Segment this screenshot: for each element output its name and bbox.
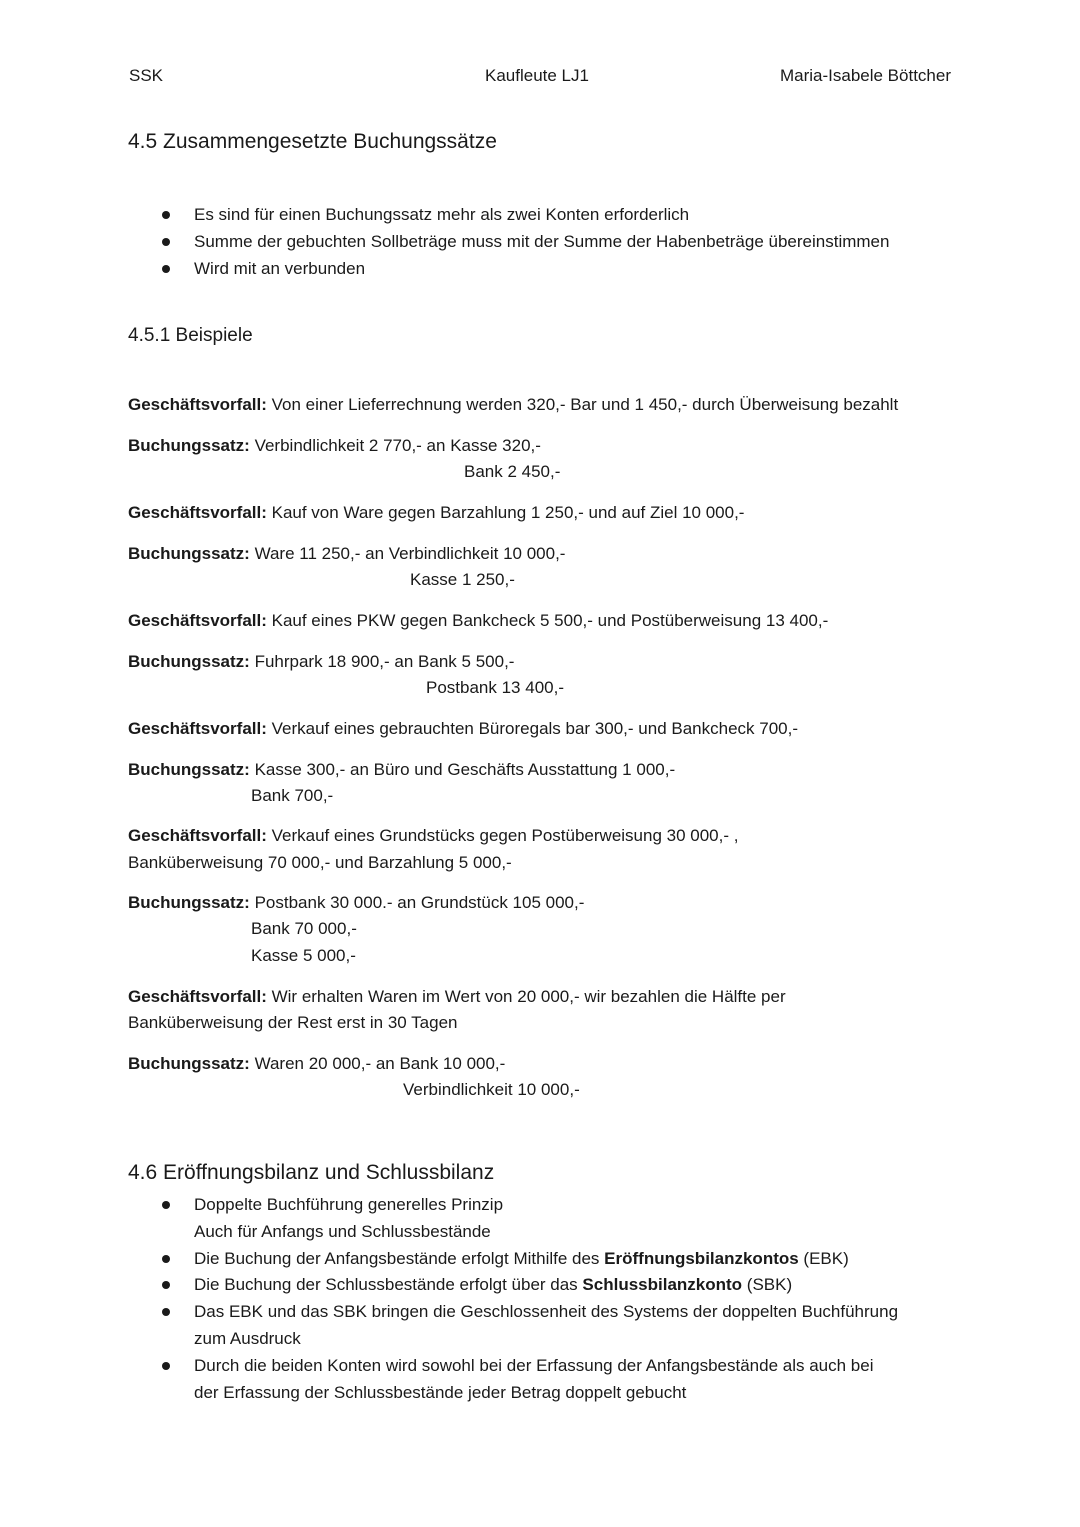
example-5-vorfall <box>128 825 738 847</box>
example-5-buchungssatz <box>128 892 584 914</box>
example-1-buchungssatz <box>128 435 541 457</box>
example-3-buchungssatz-line: Postbank 13 400,- <box>426 678 564 697</box>
vorfall-label: Geschäftsvorfall: <box>128 395 267 414</box>
page-header <box>129 66 951 88</box>
vorfall-text: Wir erhalten Waren im Wert von 20 000,- wir bezahlen die Hälfte per <box>266 987 786 1006</box>
bullet-bold-term: Eröffnungsbilanzkontos <box>604 1248 799 1268</box>
list-item <box>128 1299 958 1353</box>
bullet-text: zum Ausdruck <box>194 1328 301 1348</box>
example-6-vorfall <box>128 986 786 1008</box>
vorfall-text: Von einer Lieferrechnung werden 320,- Bar und 1 450,- durch Überweisung bezahlt <box>266 395 899 414</box>
example-1-buchungssatz-line: Bank 2 450,- <box>464 462 561 481</box>
bullet-text: Doppelte Buchführung generelles Prinzip <box>194 1195 504 1214</box>
vorfall-label: Geschäftsvorfall: <box>128 719 267 738</box>
list-item <box>128 1192 958 1246</box>
bullet-text: Summe der gebuchten Sollbeträge muss mit der Summe der Habenbeträge übereinstimmen <box>194 231 890 251</box>
buchungssatz-label: Buchungssatz: <box>128 893 250 912</box>
example-3-vorfall <box>128 610 828 632</box>
vorfall-text: Kauf von Ware gegen Barzahlung 1 250,- und auf Ziel 10 000,- <box>266 503 745 522</box>
buchungssatz-label: Buchungssatz: <box>128 544 250 563</box>
list-item <box>128 256 958 283</box>
bullet-text: Die Buchung der Anfangsbestände erfolgt Mithilfe des <box>194 1248 605 1268</box>
vorfall-label: Geschäftsvorfall: <box>128 503 267 522</box>
example-4-vorfall <box>128 718 798 740</box>
vorfall-text: Verkauf eines Grundstücks gegen Postüberweisung 30 000,- , <box>266 826 739 845</box>
example-6-vorfall-line: Banküberweisung der Rest erst in 30 Tagen <box>128 1013 458 1032</box>
bullet-text: Die Buchung der Schlussbestände erfolgt über das <box>194 1275 583 1295</box>
bullet-icon <box>162 265 170 273</box>
bullet-text: Es sind für einen Buchungssatz mehr als zwei Konten erforderlich <box>194 205 690 224</box>
bullet-icon <box>162 1201 170 1209</box>
buchungssatz-text: Verbindlichkeit 2 770,- an Kasse 320,- <box>249 436 541 455</box>
list-item <box>128 1353 958 1407</box>
example-5-buchungssatz-line: Bank 70 000,- <box>251 919 357 938</box>
header-right: Maria-Isabele Böttcher <box>779 66 951 85</box>
bullet-text: Wird mit an verbunden <box>194 258 366 278</box>
example-2-buchungssatz-line: Kasse 1 250,- <box>410 570 515 589</box>
vorfall-label: Geschäftsvorfall: <box>128 987 267 1006</box>
buchungssatz-label: Buchungssatz: <box>128 760 250 779</box>
bullet-text: (SBK) <box>742 1275 793 1295</box>
bullet-text: Das EBK und das SBK bringen die Geschlossenheit des Systems der doppelten Buchführung <box>194 1302 899 1322</box>
buchungssatz-label: Buchungssatz: <box>128 652 250 671</box>
example-3-buchungssatz <box>128 651 514 673</box>
bullet-icon <box>162 211 170 219</box>
buchungssatz-label: Buchungssatz: <box>128 436 250 455</box>
vorfall-text: Verkauf eines gebrauchten Büroregals bar 300,- und Bankcheck 700,- <box>266 719 799 738</box>
header-left: SSK <box>129 66 164 85</box>
buchungssatz-label: Buchungssatz: <box>128 1054 250 1073</box>
buchungssatz-text: Waren 20 000,- an Bank 10 000,- <box>249 1054 506 1073</box>
bullet-icon <box>162 1362 170 1370</box>
section-45-heading: 4.5 Zusammengesetzte Buchungssätze <box>128 130 497 153</box>
example-5-vorfall-line: Banküberweisung 70 000,- und Barzahlung 5 000,- <box>128 853 512 872</box>
bullet-text: der Erfassung der Schlussbestände jeder Betrag doppelt gebucht <box>194 1382 687 1402</box>
bullet-text: Durch die beiden Konten wird sowohl bei der Erfassung der Anfangsbestände als auch bei <box>194 1355 874 1375</box>
bullet-text: Auch für Anfangs und Schlussbestände <box>194 1221 491 1241</box>
example-2-vorfall <box>128 502 744 524</box>
example-4-buchungssatz-line: Bank 700,- <box>251 786 334 805</box>
buchungssatz-text: Kasse 300,- an Büro und Geschäfts Ausstattung 1 000,- <box>249 760 676 779</box>
section-46-heading: 4.6 Eröffnungsbilanz und Schlussbilanz <box>128 1161 495 1184</box>
buchungssatz-text: Postbank 30 000.- an Grundstück 105 000,- <box>249 893 585 912</box>
example-2-buchungssatz <box>128 543 565 565</box>
buchungssatz-text: Fuhrpark 18 900,- an Bank 5 500,- <box>249 652 515 671</box>
example-4-buchungssatz <box>128 759 675 781</box>
bullet-icon <box>162 1308 170 1316</box>
bullet-bold-term: Schlussbilanzkonto <box>582 1275 743 1295</box>
vorfall-label: Geschäftsvorfall: <box>128 826 267 845</box>
section-45-bullets <box>128 202 958 282</box>
example-6-buchungssatz <box>128 1053 505 1075</box>
list-item <box>128 1246 958 1273</box>
list-item <box>128 202 958 229</box>
list-item <box>128 1272 958 1299</box>
section-451-heading: 4.5.1 Beispiele <box>128 325 253 346</box>
list-item <box>128 229 958 256</box>
bullet-icon <box>162 238 170 246</box>
vorfall-label: Geschäftsvorfall: <box>128 611 267 630</box>
section-46-bullets <box>128 1192 958 1406</box>
example-6-buchungssatz-line: Verbindlichkeit 10 000,- <box>403 1080 580 1099</box>
buchungssatz-text: Ware 11 250,- an Verbindlichkeit 10 000,- <box>249 544 566 563</box>
bullet-icon <box>162 1281 170 1289</box>
bullet-icon <box>162 1255 170 1263</box>
vorfall-text: Kauf eines PKW gegen Bankcheck 5 500,- und Postüberweisung 13 400,- <box>266 611 829 630</box>
header-center: Kaufleute LJ1 <box>485 66 589 85</box>
bullet-text: (EBK) <box>798 1248 849 1268</box>
example-1-vorfall <box>128 394 898 416</box>
example-5-buchungssatz-line: Kasse 5 000,- <box>251 946 356 965</box>
